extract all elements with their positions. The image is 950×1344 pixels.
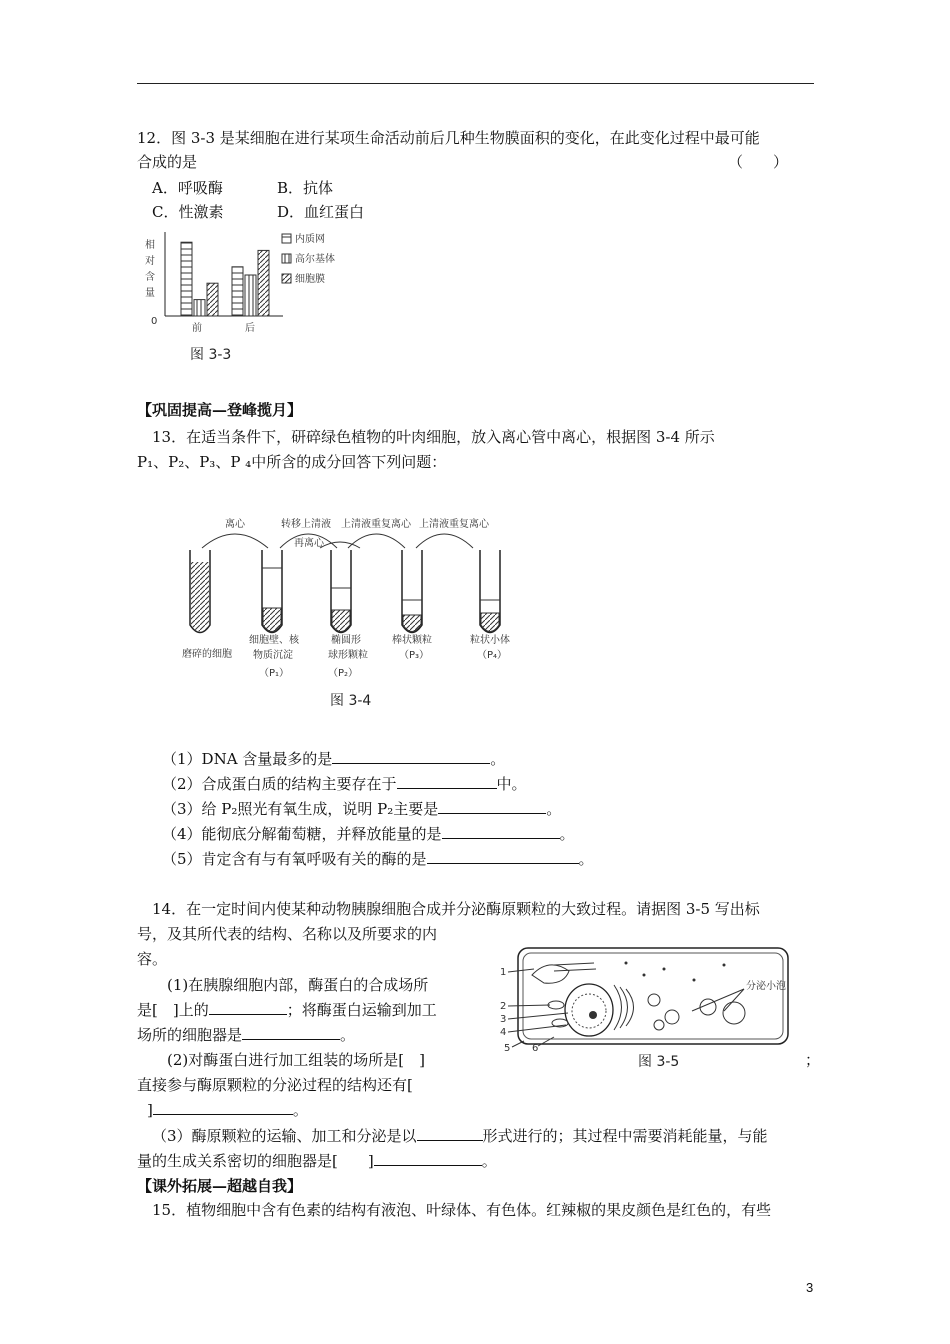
q14-part3-line1 [152, 1126, 768, 1146]
q12-line1: 12．图 3-3 是某细胞在进行某项生命活动前后几种生物膜面积的变化，在此变化过程中最可能 [137, 129, 760, 147]
y-label-char-1: 相 [145, 240, 155, 251]
q14-line2: 号，及其所代表的结构、名称以及所要求的内 [137, 925, 438, 943]
q14-part2-line2: 直接参与酶原颗粒的分泌过程的结构还有[ [137, 1076, 413, 1094]
q13-sub1-end: 。 [490, 750, 506, 768]
q13-sub3-text: （3）给 P₂照光有氧生成，说明 P₂主要是 [162, 800, 439, 818]
ribosome-dot [693, 979, 696, 982]
label-number-6: 6 [532, 1043, 539, 1054]
section-heading-extension: 【课外拓展—超越自我】 [137, 1177, 303, 1195]
legend-swatch-er [282, 234, 291, 243]
q14-part1-line1: (1)在胰腺细胞内部，酶蛋白的合成场所 [167, 976, 429, 994]
bar-1-1 [245, 275, 256, 316]
q12-option-c: C．性激素 [152, 203, 224, 221]
q13-sub5-text: （5）肯定含有与有氧呼吸有关的酶的是 [162, 850, 427, 868]
label-repeat-centrifuge-2: 上清液重复离心 [419, 519, 489, 530]
label-repeat-centrifuge-1: 上清液重复离心 [341, 519, 411, 530]
tube-2-label-a: 细胞壁、核 [249, 635, 299, 646]
q14-part2-end: 。 [292, 1101, 308, 1119]
section-heading-consolidate: 【巩固提高—登峰揽月】 [137, 401, 303, 419]
bar-0-0 [181, 242, 192, 316]
ribosome-dot [625, 962, 628, 965]
tube-2-pellet [263, 608, 281, 632]
cell-outline [518, 948, 788, 1044]
q14-part3-text-a: （3）酶原颗粒的运输、加工和分泌是以 [152, 1127, 417, 1145]
q14-part1-end: 。 [340, 1026, 356, 1044]
tube-3-label-c: （P₂） [328, 668, 359, 679]
q14-part1-text-c: ；将酶蛋白运输到加工 [286, 1001, 437, 1019]
tube-4-label-a: 棒状颗粒 [392, 635, 432, 646]
label-transfer-supernatant: 转移上清液 [281, 519, 331, 530]
q13-sub3-end: 。 [546, 800, 562, 818]
y-label-char-4: 量 [145, 288, 155, 299]
legend-golgi: 高尔基体 [295, 254, 335, 265]
q13-line2: P₁、P₂、P₃、P ₄中所含的成分回答下列问题： [137, 453, 447, 471]
q13-sub1 [162, 749, 505, 769]
q13-sub3-blank[interactable] [438, 799, 546, 814]
q13-sub4 [162, 824, 575, 844]
figure-3-4-diagram [180, 510, 520, 715]
bar-1-0 [194, 300, 205, 316]
q14-part3-blank1[interactable] [417, 1126, 483, 1141]
header-rule [137, 83, 814, 84]
figure-3-3-caption: 图 3-3 [190, 347, 232, 363]
page-number: 3 [806, 1280, 814, 1295]
label-number-5: 5 [504, 1043, 511, 1054]
y-label-char-2: 对 [145, 256, 155, 267]
bar-2-0 [207, 283, 218, 316]
x-label-before: 前 [192, 323, 202, 334]
q12-option-d: D．血红蛋白 [277, 203, 365, 221]
q13-sub1-blank[interactable] [332, 749, 490, 764]
ribosome-dot [643, 974, 646, 977]
q13-sub2-text: （2）合成蛋白质的结构主要存在于 [162, 775, 397, 793]
tube-2-label-b: 物质沉淀 [253, 650, 293, 661]
tube-5-label-b: （P₄） [477, 650, 508, 661]
q12-answer-paren: （ ） [728, 153, 789, 171]
q14-part1-blank1[interactable] [209, 1000, 287, 1015]
label-number-2: 2 [500, 1001, 507, 1012]
arrow-arc-1 [202, 534, 268, 548]
tube-3-label-b: 球形颗粒 [328, 650, 368, 661]
q14-part2-line3 [147, 1100, 308, 1120]
q14-part3-blank2[interactable] [374, 1151, 482, 1166]
leader-5 [512, 1041, 524, 1047]
q12-option-a: A．呼吸酶 [152, 179, 223, 197]
tube-5-pellet [481, 613, 499, 632]
label-number-3: 3 [500, 1014, 507, 1025]
x-label-after: 后 [245, 323, 255, 334]
bar-group [181, 242, 269, 316]
label-number-4: 4 [500, 1027, 507, 1038]
tube-1-label: 磨碎的细胞 [182, 649, 232, 660]
q13-sub4-text: （4）能彻底分解葡萄糖，并释放能量的是 [162, 825, 442, 843]
legend-swatch-golgi [282, 254, 291, 263]
q14-part1-line2 [137, 1000, 437, 1020]
q14-part2-blank[interactable] [153, 1100, 293, 1115]
bar-0-1 [232, 267, 243, 316]
q13-line1: 13．在适当条件下，研碎绿色植物的叶肉细胞，放入离心管中离心，根据图 3-4 所示 [152, 428, 715, 446]
q15-line1: 15．植物细胞中含有色素的结构有液泡、叶绿体、有色体。红辣椒的果皮颜色是红色的，有些 [152, 1201, 772, 1219]
y-label-char-3: 含 [145, 272, 155, 283]
tube-4-label-b: （P₃） [399, 650, 430, 661]
legend-membrane: 细胞膜 [295, 274, 325, 285]
q14-part1-blank2[interactable] [242, 1025, 340, 1040]
tube-5-label-a: 粒状小体 [470, 635, 510, 646]
q14-part3-text-c: 量的生成关系密切的细胞器是[ ] [137, 1152, 374, 1170]
legend-er: 内质网 [295, 234, 325, 245]
tube-3-pellet [332, 610, 350, 632]
q13-sub2-end: 中。 [496, 775, 527, 793]
q13-sub3 [162, 799, 561, 819]
bar-2-1 [258, 250, 269, 316]
ribosome-dot [723, 964, 726, 967]
tube-1-contents [191, 562, 209, 632]
label-secretory-vesicle: 分泌小泡 [746, 981, 786, 992]
y-axis-zero: 0 [151, 316, 158, 327]
nucleolus [589, 1011, 597, 1019]
q14-part1-line3 [137, 1025, 355, 1045]
q13-sub2 [162, 774, 527, 794]
q14-part3-text-b: 形式进行的；其过程中需要消耗能量，与能 [482, 1127, 768, 1145]
q14-part3-line2 [137, 1151, 497, 1171]
figure-3-5-cell-diagram [494, 945, 796, 1073]
q14-part1-bracket-text: 是[ ]上的 [137, 1001, 209, 1019]
q13-sub1-text: （1）DNA 含量最多的是 [162, 750, 333, 768]
q14-line1: 14．在一定时间内使某种动物胰腺细胞合成并分泌酶原颗粒的大致过程。请据图 3-5 写出标 [152, 900, 760, 918]
ribosome-dot [663, 968, 666, 971]
q13-sub4-blank[interactable] [442, 824, 560, 839]
label-number-1: 1 [500, 967, 507, 978]
q13-sub4-end: 。 [559, 825, 575, 843]
legend-swatch-membrane [282, 274, 291, 283]
q14-part2-semicolon: ； [805, 1051, 821, 1069]
q13-sub5 [162, 849, 594, 869]
q14-line3: 容。 [137, 950, 168, 968]
q14-part1-text-d: 场所的细胞器是 [137, 1026, 243, 1044]
label-centrifuge: 离心 [225, 519, 245, 530]
q13-sub2-blank[interactable] [397, 774, 497, 789]
figure-3-3-chart [135, 228, 365, 368]
q14-part3-end: 。 [481, 1152, 497, 1170]
q14-part2-line1: (2)对酶蛋白进行加工组装的场所是[ ] [167, 1051, 425, 1069]
tube-3-label-a: 椭圆形 [331, 635, 361, 646]
label-recentrifuge: 再离心 [294, 538, 324, 549]
q12-line2: 合成的是 [137, 153, 198, 171]
tube-2-label-c: （P₁） [259, 668, 290, 679]
figure-3-4-caption: 图 3-4 [330, 693, 372, 709]
figure-3-5-caption: 图 3-5 [638, 1054, 680, 1070]
q13-sub5-blank[interactable] [427, 849, 579, 864]
arrow-arc-4 [416, 534, 473, 548]
q12-option-b: B．抗体 [277, 179, 334, 197]
q13-sub5-end: 。 [578, 850, 594, 868]
q14-part2-bracket: ] [147, 1101, 153, 1119]
